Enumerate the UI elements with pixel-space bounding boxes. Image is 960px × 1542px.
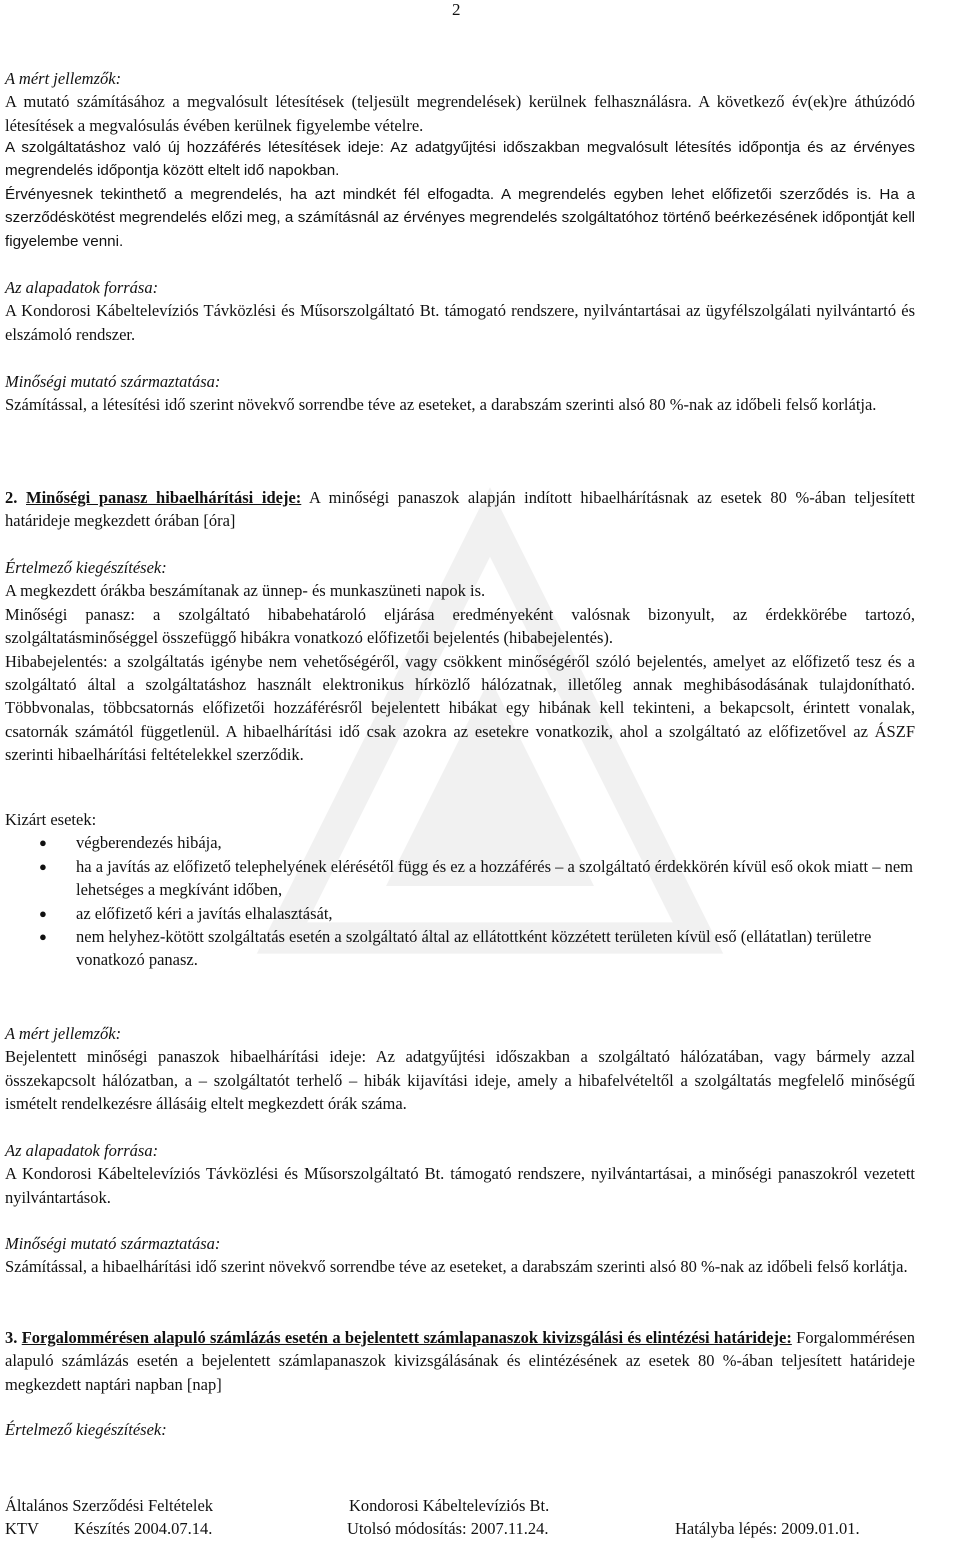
footer-modified: Utolsó módosítás: 2007.11.24.	[347, 1519, 549, 1538]
section2-excluded	[5, 808, 915, 972]
footer-company: Kondorosi Kábeltelevíziós Bt.	[349, 1496, 550, 1515]
source-heading: Az alapadatok forrása:	[5, 1141, 159, 1160]
section3-notes	[5, 1418, 915, 1441]
list-item: ● az előfizető kéri a javítás elhalasztását,	[5, 902, 915, 925]
derivation-text: Számítással, a hibaelhárítási idő szerint növekvő sorrendbe téve az eseteket, a darabszám szerinti alsó 80 %-nak az időbeli felső korlátja.	[5, 1257, 908, 1277]
section3-title: Forgalommérésen alapuló számlázás esetén a bejelentett számlapanaszok kivizsgálási és elintézési határideje:	[21, 1328, 792, 1347]
section2-number: 2.	[5, 488, 18, 507]
derivation-heading: Minőségi mutató származtatása:	[5, 1234, 221, 1253]
validity-text: Érvényesnek tekinthető a megrendelés, ha azt mindkét fél elfogadta. A megrendelés egyben lehet előfizetői szerződés is.	[5, 185, 872, 203]
source-text: A Kondorosi Kábeltelevíziós Távközlési és Műsorszolgáltató Bt. támogató rendszere, nyilvántartásai az ügyfélszolgálati nyilvántartó és elszámoló rendszer.	[5, 301, 915, 344]
note-2: Minőségi panasz: a szolgáltató hibabehatároló eljárása eredményeként valósnak bizonyult, az érdekkörébe tartozó, szolgáltatásminőséggel összefüggő hibákra vonatkozó előfizetői bejelentés (hibabejelentés).	[5, 604, 915, 648]
section2-title-block	[5, 486, 915, 533]
section3-number: 3.	[5, 1328, 18, 1347]
footer-effective: Hatályba lépés: 2009.01.01.	[675, 1519, 860, 1538]
page-footer	[5, 1494, 935, 1542]
footer-prefix: KTV	[5, 1519, 39, 1538]
footer-doc-name: Általános Szerződési Feltételek	[5, 1496, 214, 1515]
source-heading: Az alapadatok forrása:	[5, 278, 159, 297]
source-text: A Kondorosi Kábeltelevíziós Távközlési és Műsorszolgáltató Bt. támogató rendszere, nyilvántartásai, a minőségi panaszokról vezetett nyilvántartások.	[5, 1164, 915, 1207]
section1-measured	[5, 67, 915, 137]
measured-text: A mutató számításához a megvalósult létesítések (teljesült megrendelések) kerülnek felhasználásra. A következő év(ek)re áthúzódó létesítések a megvalósulás évében kerülnek figyelembe vételre.	[5, 92, 915, 135]
section2-title: Minőségi panasz hibaelhárítási ideje:	[26, 488, 302, 507]
notes-heading: Értelmező kiegészítések:	[5, 1420, 167, 1439]
section3-intro: Forgalommérésen alapuló számlázás esetén a bejelentett számlapanaszok kivizsgálásának és elintézésének az esetek 80 %-ában teljesített határideje megkezdett naptári napban [nap]	[5, 1328, 916, 1394]
excluded-heading: Kizárt esetek:	[5, 810, 97, 829]
section2-intro: A minőségi panaszok alapján indított hibaelhárításnak az esetek 80 %-ában teljesített határideje megkezdett órában [óra]	[5, 488, 915, 531]
measured-heading: A mért jellemzők:	[5, 1024, 122, 1043]
section2-derivation	[5, 1232, 915, 1279]
list-item: ● végberendezés hibája,	[5, 831, 915, 854]
note-1: A megkezdett órákba beszámítanak az ünnep- és munkaszüneti napok is.	[5, 581, 486, 601]
contract-text: Ha a szerződéskötést megrendelés előzi meg, a számításnál az érvényes megrendelés szolgáltatóhoz történő beérkezésének időpontját kell figyelembe venni.	[5, 185, 915, 250]
section2-notes	[5, 556, 915, 767]
section1-derivation	[5, 370, 915, 417]
measured-heading: A mért jellemzők:	[5, 69, 122, 88]
measured-text: Bejelentett minőségi panaszok hibaelhárítási ideje: Az adatgyűjtési időszakban a szolgáltató hálózatában, vagy bármely azzal összekapcsolt hálózatban, a – szolgáltatót terhelő – hibák kijavítási ideje, amely a hibafelvételtől a szolgáltatás megfelelő minőségű ismételt rendelkezésre állásáig eltelt megkezdett órák száma.	[5, 1047, 915, 1114]
notes-heading: Értelmező kiegészítések:	[5, 558, 167, 577]
derivation-text: Számítással, a létesítési idő szerint növekvő sorrendbe téve az eseteket, a darabszám szerinti alsó 80 %-nak az időbeli felső korlátja.	[5, 395, 877, 415]
derivation-heading: Minőségi mutató származtatása:	[5, 372, 221, 391]
section1-source	[5, 276, 915, 346]
definition-text: A szolgáltatáshoz való új hozzáférés létesítések ideje: Az adatgyűjtési időszakban megvalósult létesítés időpontja és az érvényes megrendelés időpontja között eltelt idő napokban.	[5, 139, 915, 180]
section2-measured	[5, 1022, 915, 1116]
footer-created: Készítés 2004.07.14.	[74, 1519, 213, 1538]
excluded-list	[5, 831, 915, 971]
section1-definition	[5, 136, 915, 253]
note-3: Hibabejelentés: a szolgáltatás igénybe nem vehetőségéről, vagy csökkent minőségéről szóló bejelentés, amelyet az előfizető tesz és a szolgáltató által a szolgáltatáshoz használt elektronikus hírközlő hálózatnak, illetőleg annak meghibásodásának tulajdonítható. Többvonalas, többcsatornás előfizetői hozzáférésről bejelentett hibákat egy hibának kell tekinteni, a bekapcsolt, érintett vonalak, csatornák számától függetlenül. A hibaelhárítási idő csak azokra az esetekre vonatkozik, ahol a szolgáltató az előfizetővel az ÁSZF szerinti hibaelhárítási feltételekkel szerződik.	[5, 651, 915, 765]
list-item: ● ha a javítás az előfizető telephelyének elérésétől függ és ez a hozzáférés – a szolgáltató érdekkörén kívül eső okok miatt – nem lehetséges a megkívánt időben,	[5, 855, 915, 902]
page-number: 2	[452, 0, 461, 19]
section3-title-block	[5, 1326, 915, 1396]
list-item: ● nem helyhez-kötött szolgáltatás esetén a szolgáltató által az ellátottként közzétett területen kívül eső (ellátatlan) területre vonatkozó panasz.	[5, 925, 915, 972]
section2-source	[5, 1139, 915, 1209]
